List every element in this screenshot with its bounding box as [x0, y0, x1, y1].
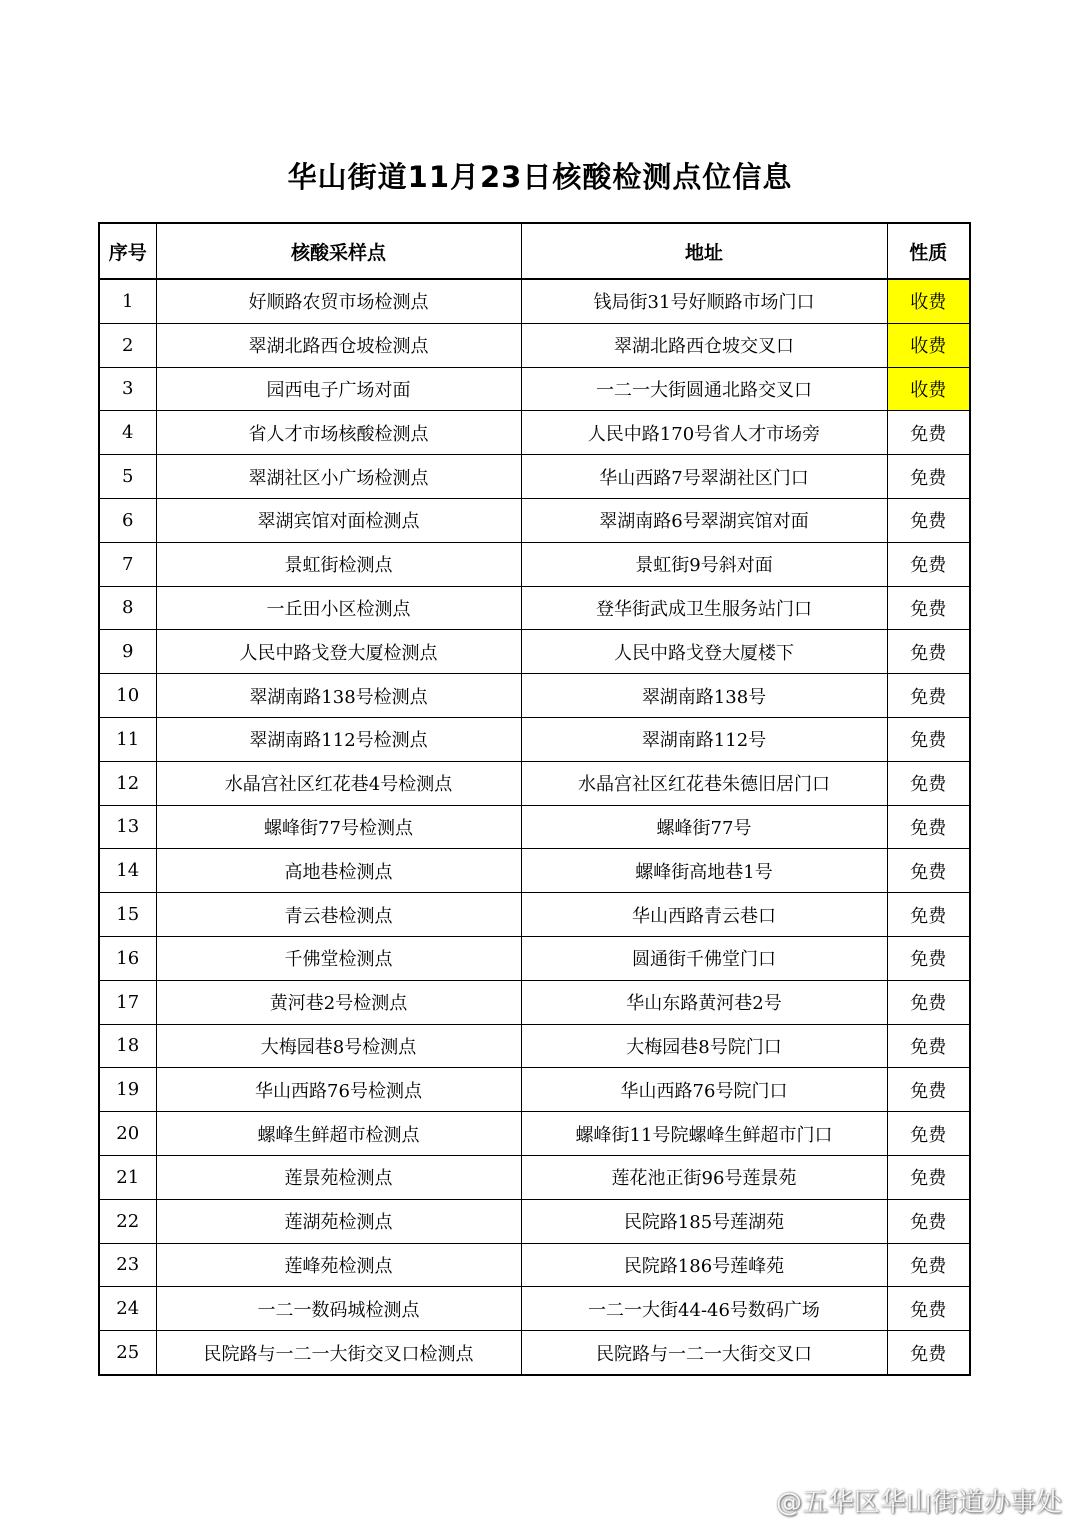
fee-type-cell: 免费	[887, 674, 970, 718]
site-name-cell: 螺峰生鲜超市检测点	[156, 1112, 521, 1156]
address-cell: 水晶宫社区红花巷朱德旧居门口	[521, 761, 887, 805]
address-cell: 一二一大街圆通北路交叉口	[521, 367, 887, 411]
row-number-cell: 18	[99, 1024, 156, 1068]
address-cell: 翠湖北路西仓坡交叉口	[521, 323, 887, 367]
site-name-cell: 一二一数码城检测点	[156, 1287, 521, 1331]
site-name-cell: 青云巷检测点	[156, 893, 521, 937]
fee-type-cell: 免费	[887, 893, 970, 937]
table-row	[99, 1331, 970, 1375]
table-row	[99, 1024, 970, 1068]
fee-type-cell: 免费	[887, 980, 970, 1024]
row-number-cell: 14	[99, 849, 156, 893]
row-number-cell: 19	[99, 1068, 156, 1112]
fee-type-cell: 收费	[887, 367, 970, 411]
address-cell: 人民中路170号省人才市场旁	[521, 411, 887, 455]
address-cell: 民院路与一二一大街交叉口	[521, 1331, 887, 1375]
address-cell: 一二一大街44-46号数码广场	[521, 1287, 887, 1331]
site-name-cell: 民院路与一二一大街交叉口检测点	[156, 1331, 521, 1375]
site-name-cell: 螺峰街77号检测点	[156, 805, 521, 849]
address-cell: 华山东路黄河巷2号	[521, 980, 887, 1024]
row-number-cell: 22	[99, 1199, 156, 1243]
address-cell: 螺峰街高地巷1号	[521, 849, 887, 893]
table-row	[99, 498, 970, 542]
table-row	[99, 893, 970, 937]
row-number-cell: 16	[99, 936, 156, 980]
table-row	[99, 542, 970, 586]
row-number-cell: 12	[99, 761, 156, 805]
table-row	[99, 1112, 970, 1156]
fee-type-cell: 免费	[887, 849, 970, 893]
row-number-cell: 24	[99, 1287, 156, 1331]
row-number-cell: 4	[99, 411, 156, 455]
fee-type-cell: 免费	[887, 1024, 970, 1068]
table-row	[99, 761, 970, 805]
row-number-cell: 10	[99, 674, 156, 718]
site-name-cell: 翠湖宾馆对面检测点	[156, 498, 521, 542]
table-row	[99, 279, 970, 323]
site-name-cell: 莲景苑检测点	[156, 1155, 521, 1199]
site-name-cell: 莲峰苑检测点	[156, 1243, 521, 1287]
table-row	[99, 630, 970, 674]
address-cell: 人民中路戈登大厦楼下	[521, 630, 887, 674]
watermark-text: @五华区华山街道办事处	[775, 1488, 1062, 1518]
site-name-cell: 翠湖南路138号检测点	[156, 674, 521, 718]
fee-type-cell: 免费	[887, 761, 970, 805]
table-row	[99, 586, 970, 630]
address-cell: 民院路186号莲峰苑	[521, 1243, 887, 1287]
fee-type-cell: 免费	[887, 936, 970, 980]
fee-type-cell: 免费	[887, 1287, 970, 1331]
table-row	[99, 936, 970, 980]
fee-type-cell: 免费	[887, 586, 970, 630]
row-number-cell: 8	[99, 586, 156, 630]
site-name-cell: 景虹街检测点	[156, 542, 521, 586]
row-number-cell: 25	[99, 1331, 156, 1375]
address-cell: 螺峰街11号院螺峰生鲜超市门口	[521, 1112, 887, 1156]
site-name-cell: 高地巷检测点	[156, 849, 521, 893]
row-number-cell: 3	[99, 367, 156, 411]
row-number-cell: 13	[99, 805, 156, 849]
column-header-type: 性质	[887, 223, 970, 279]
row-number-cell: 6	[99, 498, 156, 542]
site-name-cell: 莲湖苑检测点	[156, 1199, 521, 1243]
address-cell: 景虹街9号斜对面	[521, 542, 887, 586]
fee-type-cell: 免费	[887, 630, 970, 674]
table-header-row	[99, 223, 970, 279]
table-row	[99, 411, 970, 455]
fee-type-cell: 免费	[887, 1155, 970, 1199]
table-row	[99, 805, 970, 849]
site-name-cell: 人民中路戈登大厦检测点	[156, 630, 521, 674]
fee-type-cell: 免费	[887, 1112, 970, 1156]
row-number-cell: 21	[99, 1155, 156, 1199]
site-name-cell: 一丘田小区检测点	[156, 586, 521, 630]
table-row	[99, 674, 970, 718]
fee-type-cell: 收费	[887, 323, 970, 367]
weibo-watermark	[740, 1482, 1062, 1519]
table-row	[99, 849, 970, 893]
address-cell: 登华街武成卫生服务站门口	[521, 586, 887, 630]
address-cell: 螺峰街77号	[521, 805, 887, 849]
row-number-cell: 23	[99, 1243, 156, 1287]
table-row	[99, 1243, 970, 1287]
table-row	[99, 1287, 970, 1331]
row-number-cell: 7	[99, 542, 156, 586]
fee-type-cell: 免费	[887, 1068, 970, 1112]
site-name-cell: 水晶宫社区红花巷4号检测点	[156, 761, 521, 805]
site-name-cell: 好顺路农贸市场检测点	[156, 279, 521, 323]
address-cell: 民院路185号莲湖苑	[521, 1199, 887, 1243]
table-row	[99, 323, 970, 367]
site-name-cell: 翠湖社区小广场检测点	[156, 455, 521, 499]
site-name-cell: 翠湖北路西仓坡检测点	[156, 323, 521, 367]
site-name-cell: 大梅园巷8号检测点	[156, 1024, 521, 1068]
table-row	[99, 717, 970, 761]
fee-type-cell: 收费	[887, 279, 970, 323]
row-number-cell: 20	[99, 1112, 156, 1156]
site-name-cell: 千佛堂检测点	[156, 936, 521, 980]
fee-type-cell: 免费	[887, 1199, 970, 1243]
address-cell: 华山西路76号院门口	[521, 1068, 887, 1112]
row-number-cell: 1	[99, 279, 156, 323]
address-cell: 圆通街千佛堂门口	[521, 936, 887, 980]
column-header-number: 序号	[99, 223, 156, 279]
site-name-cell: 翠湖南路112号检测点	[156, 717, 521, 761]
row-number-cell: 5	[99, 455, 156, 499]
fee-type-cell: 免费	[887, 455, 970, 499]
page-title: 华山街道11月23日核酸检测点位信息	[287, 160, 793, 194]
site-name-cell: 黄河巷2号检测点	[156, 980, 521, 1024]
column-header-address: 地址	[521, 223, 887, 279]
row-number-cell: 17	[99, 980, 156, 1024]
fee-type-cell: 免费	[887, 1331, 970, 1375]
row-number-cell: 9	[99, 630, 156, 674]
address-cell: 翠湖南路138号	[521, 674, 887, 718]
table-row	[99, 1199, 970, 1243]
site-name-cell: 省人才市场核酸检测点	[156, 411, 521, 455]
address-cell: 钱局街31号好顺路市场门口	[521, 279, 887, 323]
testing-points-table	[98, 222, 971, 1376]
address-cell: 莲花池正街96号莲景苑	[521, 1155, 887, 1199]
address-cell: 华山西路青云巷口	[521, 893, 887, 937]
table-row	[99, 367, 970, 411]
fee-type-cell: 免费	[887, 1243, 970, 1287]
fee-type-cell: 免费	[887, 411, 970, 455]
table-row	[99, 980, 970, 1024]
address-cell: 翠湖南路6号翠湖宾馆对面	[521, 498, 887, 542]
site-name-cell: 华山西路76号检测点	[156, 1068, 521, 1112]
table-row	[99, 455, 970, 499]
table-row	[99, 1068, 970, 1112]
table-row	[99, 1155, 970, 1199]
column-header-site: 核酸采样点	[156, 223, 521, 279]
fee-type-cell: 免费	[887, 498, 970, 542]
row-number-cell: 11	[99, 717, 156, 761]
fee-type-cell: 免费	[887, 717, 970, 761]
site-name-cell: 园西电子广场对面	[156, 367, 521, 411]
row-number-cell: 15	[99, 893, 156, 937]
address-cell: 翠湖南路112号	[521, 717, 887, 761]
address-cell: 华山西路7号翠湖社区门口	[521, 455, 887, 499]
row-number-cell: 2	[99, 323, 156, 367]
weibo-icon	[740, 1489, 770, 1513]
address-cell: 大梅园巷8号院门口	[521, 1024, 887, 1068]
fee-type-cell: 免费	[887, 542, 970, 586]
fee-type-cell: 免费	[887, 805, 970, 849]
